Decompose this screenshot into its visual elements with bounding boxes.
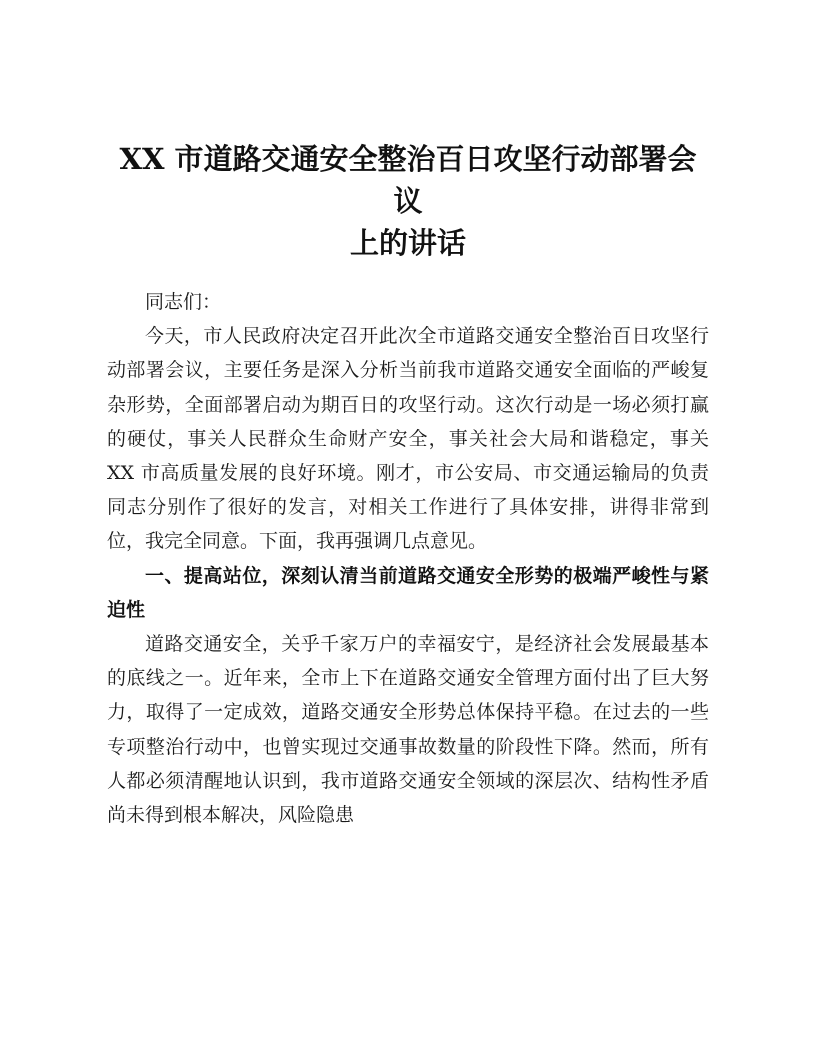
section-heading-1: 一、提高站位，深刻认清当前道路交通安全形势的极端严峻性与紧迫性 [107,564,709,621]
document-body [107,285,709,832]
salutation: 同志们： [145,291,222,313]
title-line-2: 上的讲话 [349,226,466,260]
paragraph-intro: 今天，市人民政府决定召开此次全市道路交通安全整治百日攻坚行动部署会议，主要任务是深入分析当前我市道路交通安全面临的严峻复杂形势，全面部署启动为期百日的攻坚行动。这次行动是一场必须打赢的硬仗，事关人民群众生命财产安全，事关社会大局和谐稳定，事关 XX 市高质量发展的良好环境。刚才，市公安局、市交通运输局的负责同志分别作了很好的发言，对相关工作进行了具体安排，讲得非常到位，我完全同意。下面，我再强调几点意见。 [107,325,709,553]
paragraph-section-1: 道路交通安全，关乎千家万户的幸福安宁，是经济社会发展最基本的底线之一。近年来，全市上下在道路交通安全管理方面付出了巨大努力，取得了一定成效，道路交通安全形势总体保持平稳。在过去的一些专项整治行动中，也曾实现过交通事故数量的阶段性下降。然而，所有人都必须清醒地认识到，我市道路交通安全领域的深层次、结构性矛盾尚未得到根本解决，风险隐患 [107,633,709,827]
title-line-1: XX 市道路交通安全整治百日攻坚行动部署会议 [119,142,697,218]
document-title [107,138,709,264]
document-content [107,138,709,832]
